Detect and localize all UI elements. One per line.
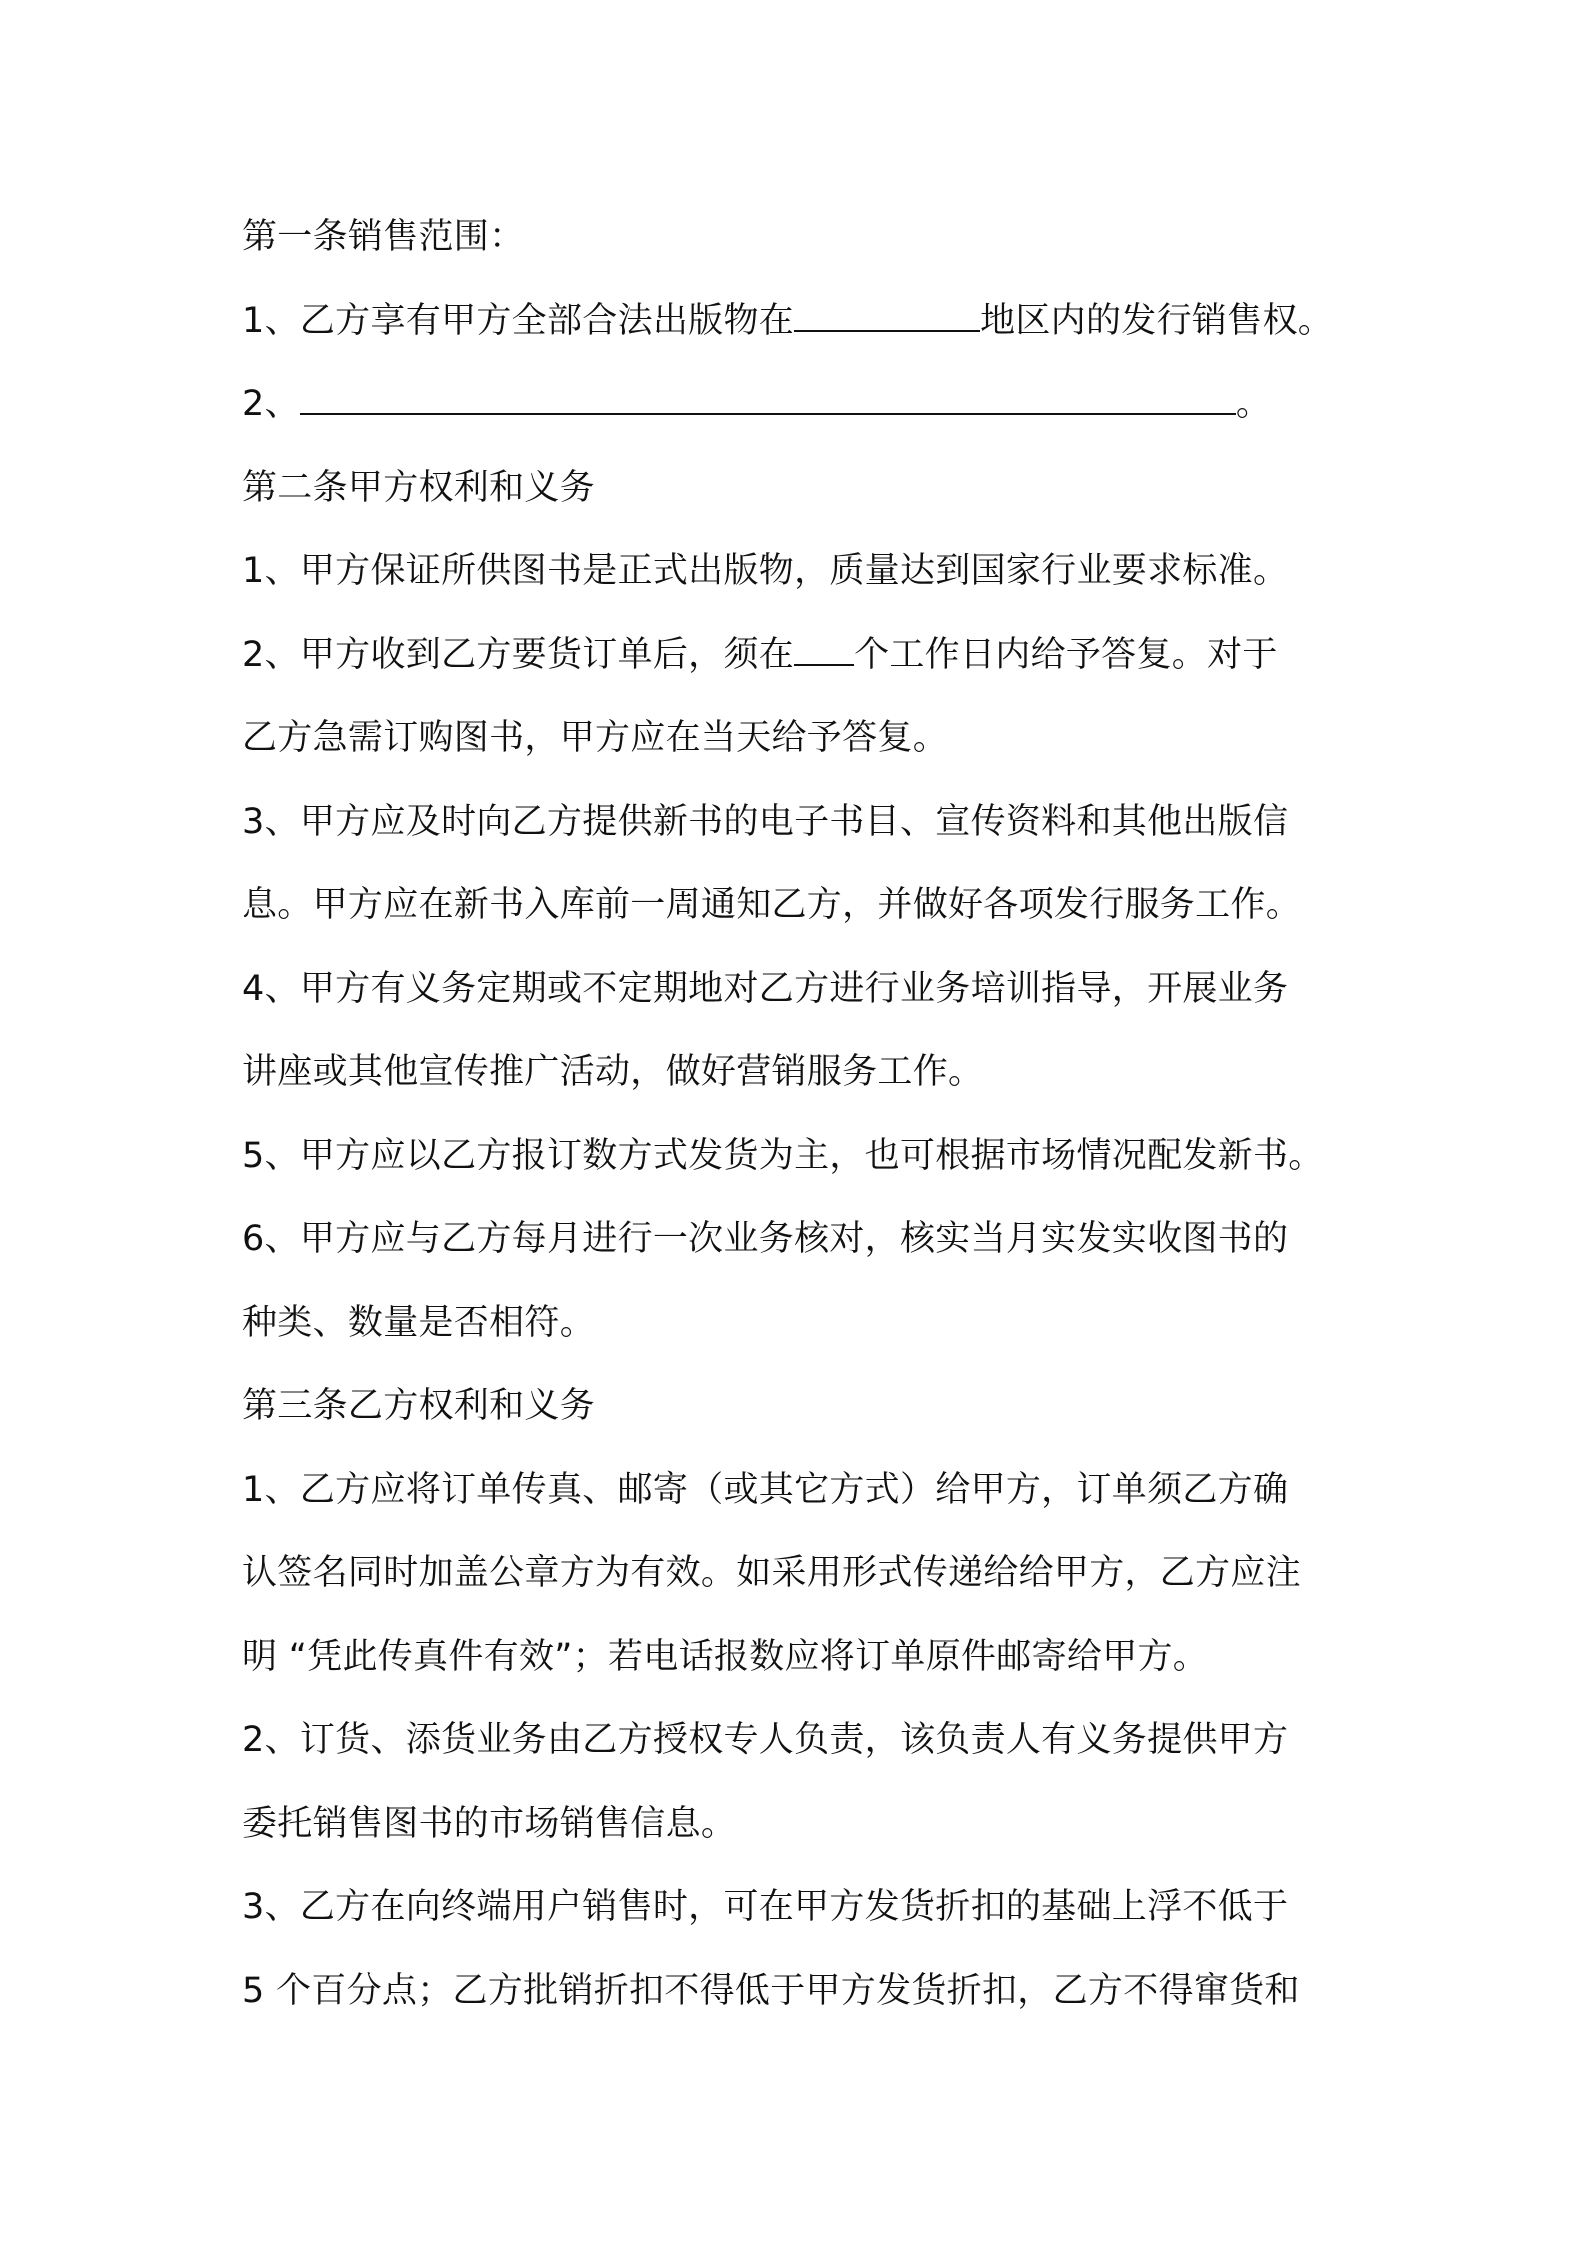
paragraph-line: 3、甲方应及时向乙方提供新书的电子书目、宣传资料和其他出版信 bbox=[242, 801, 1289, 842]
paragraph-line: 息。甲方应在新书入库前一周通知乙方，并做好各项发行服务工作。 bbox=[242, 885, 1302, 925]
paragraph-line: 5、甲方应以乙方报订数方式发货为主，也可根据市场情况配发新书。 bbox=[242, 1135, 1324, 1176]
paragraph-line: 讲座或其他宣传推广活动，做好营销服务工作。 bbox=[242, 1052, 984, 1092]
line-text: 2、甲方收到乙方要货订单后，须在 bbox=[242, 634, 795, 675]
line-text: 个工作日内给予答复。对于 bbox=[854, 634, 1278, 675]
line-text: 1、乙方享有甲方全部合法出版物在 bbox=[242, 300, 795, 341]
paragraph-line: 委托销售图书的市场销售信息。 bbox=[242, 1803, 737, 1844]
line-text: 地区内的发行销售权。 bbox=[980, 300, 1334, 341]
paragraph-line bbox=[242, 363, 1362, 447]
paragraph-line: 5 个百分点；乙方批销折扣不得低于甲方发货折扣，乙方不得窜货和 bbox=[242, 1970, 1300, 2011]
document-body bbox=[242, 196, 1362, 2033]
fill-in-blank-item[interactable] bbox=[300, 379, 1236, 415]
paragraph-line bbox=[242, 614, 1362, 698]
paragraph-line: 3、乙方在向终端用户销售时，可在甲方发货折扣的基础上浮不低于 bbox=[242, 1887, 1289, 1927]
paragraph-line: 4、甲方有义务定期或不定期地对乙方进行业务培训指导，开展业务 bbox=[242, 968, 1289, 1009]
paragraph-line: 2、订货、添货业务由乙方授权专人负责，该负责人有义务提供甲方 bbox=[242, 1720, 1289, 1760]
paragraph-line: 6、甲方应与乙方每月进行一次业务核对，核实当月实发实收图书的 bbox=[242, 1219, 1289, 1259]
section-heading: 第一条销售范围： bbox=[242, 217, 525, 257]
fill-in-blank-days[interactable] bbox=[794, 630, 854, 666]
paragraph-line: 认签名同时加盖公章方为有效。如采用形式传递给给甲方，乙方应注 bbox=[242, 1553, 1302, 1593]
line-text: 2、 bbox=[242, 384, 300, 424]
paragraph-line: 种类、数量是否相符。 bbox=[242, 1302, 596, 1343]
section-heading: 第二条甲方权利和义务 bbox=[242, 467, 596, 508]
paragraph-line: 明 “凭此传真件有效”；若电话报数应将订单原件邮寄给甲方。 bbox=[242, 1636, 1209, 1677]
paragraph-line: 乙方急需订购图书，甲方应在当天给予答复。 bbox=[242, 718, 949, 758]
fill-in-blank-region[interactable] bbox=[794, 296, 980, 332]
paragraph-line bbox=[242, 280, 1362, 364]
section-heading: 第三条乙方权利和义务 bbox=[242, 1386, 596, 1426]
paragraph-line: 1、乙方应将订单传真、邮寄（或其它方式）给甲方，订单须乙方确 bbox=[242, 1469, 1289, 1510]
line-text: 。 bbox=[1235, 384, 1272, 424]
paragraph-line: 1、甲方保证所供图书是正式出版物，质量达到国家行业要求标准。 bbox=[242, 551, 1289, 591]
